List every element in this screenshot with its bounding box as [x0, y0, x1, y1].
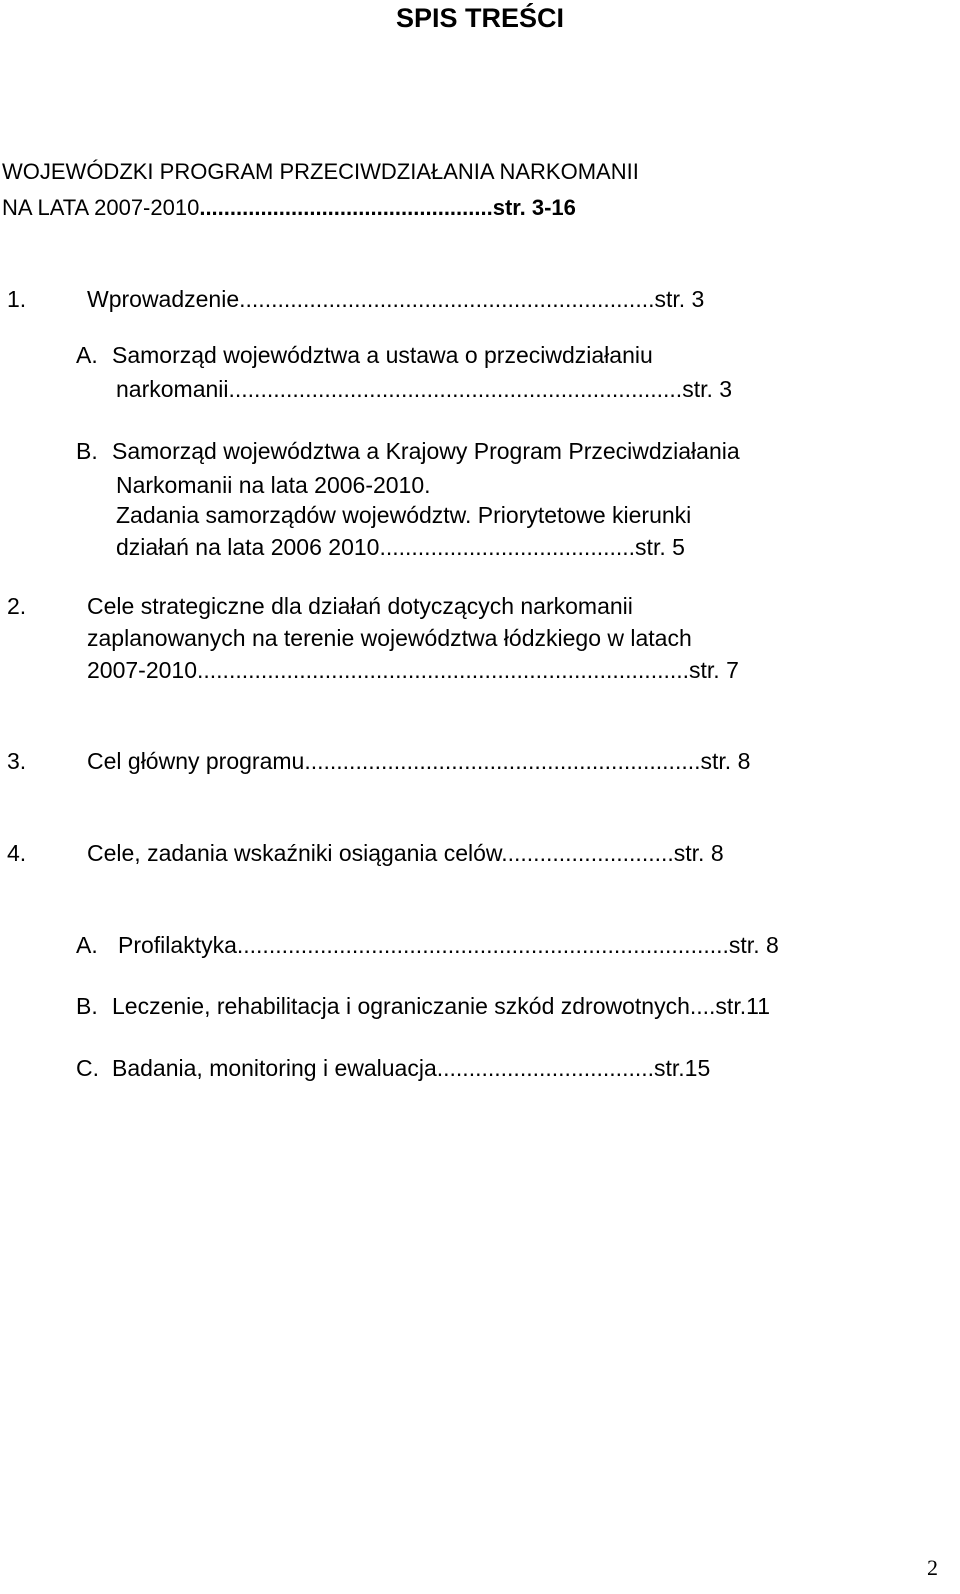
toc-entry-2[interactable]: [7, 591, 633, 621]
toc-entry-number: B.: [76, 438, 98, 464]
program-heading-dots: ................................................: [199, 195, 493, 220]
program-heading-line-1: WOJEWÓDZKI PROGRAM PRZECIWDZIAŁANIA NARKOMANII: [2, 159, 639, 184]
toc-entry-b[interactable]: [76, 436, 740, 466]
toc-entry-profilaktyka[interactable]: [76, 930, 779, 960]
toc-entry-1[interactable]: [7, 284, 704, 314]
toc-entry-text: Leczenie, rehabilitacja i ograniczanie szkód zdrowotnych....str.11: [112, 993, 770, 1019]
toc-entry-number: A.: [76, 342, 98, 368]
toc-entry-3[interactable]: [7, 746, 750, 776]
program-heading-years: NA LATA 2007-2010: [2, 195, 200, 220]
toc-entry-text: Cel główny programu..............................................................str. 8: [87, 748, 751, 774]
toc-entry-number: 4.: [7, 840, 27, 866]
toc-entry-text: Wprowadzenie.................................................................str. 3: [87, 286, 705, 312]
toc-entry-number: A.: [76, 932, 98, 958]
toc-entry-number: B.: [76, 993, 98, 1019]
toc-entry-badania[interactable]: [76, 1053, 710, 1083]
toc-entry-text: Samorząd województwa a Krajowy Program Przeciwdziałania: [112, 438, 740, 464]
toc-entry-b-continuation-1: Narkomanii na lata 2006-2010.: [116, 472, 431, 498]
toc-entry-number: C.: [76, 1055, 99, 1081]
program-heading-line-2: [2, 193, 576, 223]
toc-entry-2-continuation-2: 2007-2010.............................................................................str. 7: [87, 657, 739, 683]
program-heading-page: str. 3-16: [492, 195, 576, 220]
toc-entry-text: Cele, zadania wskaźniki osiągania celów...........................str. 8: [87, 840, 724, 866]
toc-entry-a[interactable]: [76, 340, 653, 370]
toc-entry-a-continuation: narkomanii.......................................................................str. 3: [116, 376, 733, 402]
page-title: SPIS TREŚCI: [395, 3, 565, 33]
toc-entry-number: 1.: [7, 286, 27, 312]
toc-entry-text: Profilaktyka.............................................................................str. 8: [118, 932, 779, 958]
toc-entry-text: Samorząd województwa a ustawa o przeciwdziałaniu: [112, 342, 653, 368]
toc-entry-4[interactable]: [7, 838, 724, 868]
toc-entry-number: 3.: [7, 748, 27, 774]
toc-entry-text: Cele strategiczne dla działań dotyczących narkomanii: [87, 593, 633, 619]
toc-entry-2-continuation-1: zaplanowanych na terenie województwa łódzkiego w latach: [87, 625, 692, 651]
page-number: 2: [927, 1555, 938, 1580]
toc-entry-number: 2.: [7, 593, 27, 619]
toc-entry-b-continuation-3: działań na lata 2006 2010........................................str. 5: [116, 534, 685, 560]
toc-entry-text: Badania, monitoring i ewaluacja..................................str.15: [112, 1055, 711, 1081]
toc-entry-leczenie[interactable]: [76, 991, 770, 1021]
toc-entry-b-continuation-2: Zadania samorządów województw. Priorytetowe kierunki: [116, 502, 692, 528]
